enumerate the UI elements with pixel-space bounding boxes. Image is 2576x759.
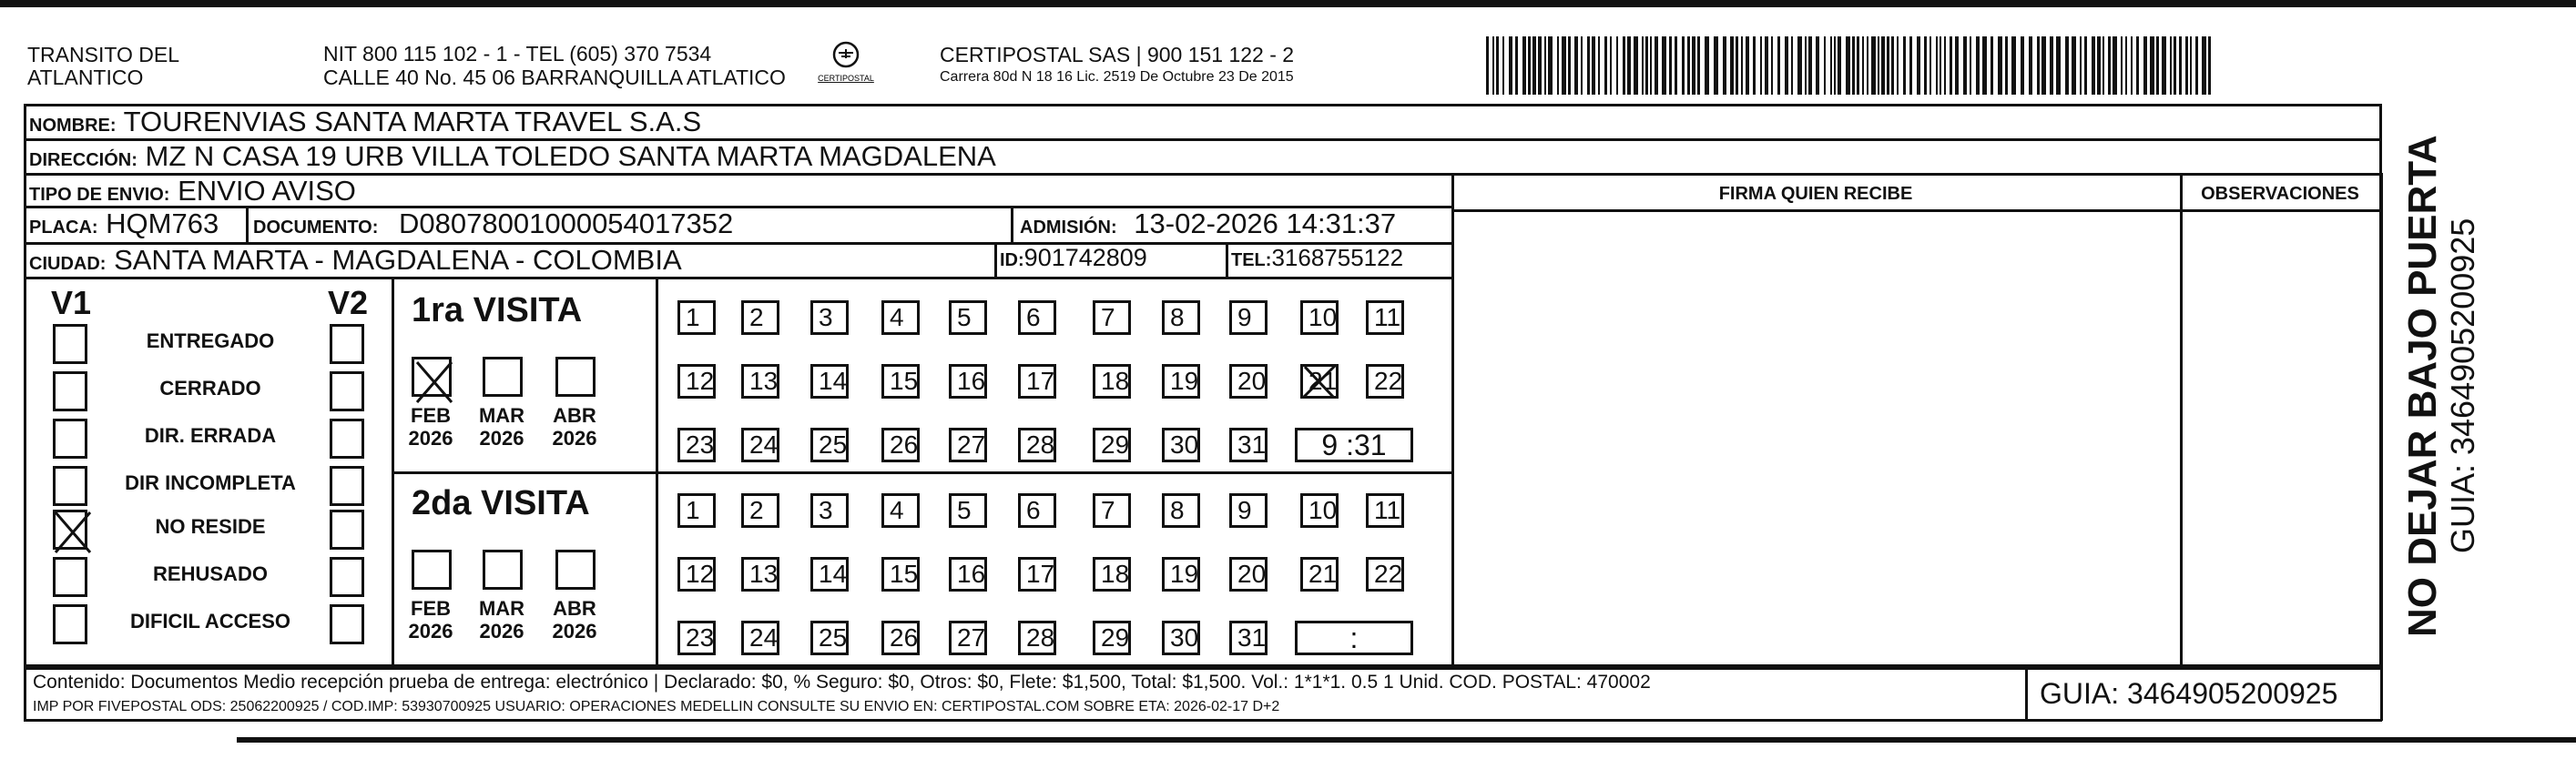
- certipostal-logo: [818, 38, 874, 89]
- day-box[interactable]: 17: [1018, 557, 1056, 592]
- month-checkbox[interactable]: [555, 357, 596, 397]
- side-guia: GUIA: 3464905200925: [2444, 218, 2481, 553]
- id-field: [1000, 244, 1147, 272]
- day-box[interactable]: 22: [1366, 364, 1404, 399]
- month-year: 2026: [408, 620, 453, 643]
- nombre-label: NOMBRE:: [29, 116, 117, 136]
- month-year: 2026: [408, 427, 453, 450]
- day-box[interactable]: 28: [1018, 621, 1056, 655]
- day-box[interactable]: 3: [810, 493, 849, 528]
- admision-label: ADMISIÓN:: [1020, 218, 1117, 238]
- v1-checkbox[interactable]: [53, 466, 87, 506]
- day-box[interactable]: 27: [949, 621, 987, 655]
- nit-line: NIT 800 115 102 - 1 - TEL (605) 370 7534: [323, 42, 712, 66]
- day-box[interactable]: 9: [1229, 300, 1268, 335]
- day-box[interactable]: 23: [677, 428, 716, 462]
- admision-field: [1020, 207, 1396, 240]
- v1-checkbox[interactable]: [53, 324, 87, 364]
- day-box[interactable]: 5: [949, 300, 987, 335]
- month-checkbox[interactable]: [412, 550, 452, 590]
- day-box[interactable]: 2: [741, 300, 779, 335]
- day-box[interactable]: 4: [881, 300, 920, 335]
- nombre-field: [29, 106, 701, 138]
- day-box[interactable]: 30: [1162, 621, 1200, 655]
- direccion-field: [29, 140, 996, 173]
- day-box[interactable]: 26: [881, 428, 920, 462]
- day-box[interactable]: 1: [677, 493, 716, 528]
- company-line-2: ATLANTICO: [27, 66, 144, 89]
- day-box[interactable]: 7: [1093, 493, 1131, 528]
- day-box[interactable]: 12: [677, 364, 716, 399]
- day-box[interactable]: 17: [1018, 364, 1056, 399]
- month-checkbox[interactable]: [483, 550, 523, 590]
- reason-label: DIFICIL ACCESO: [129, 610, 290, 632]
- tipo-envio-value: ENVIO AVISO: [178, 175, 356, 207]
- day-box[interactable]: 15: [881, 557, 920, 592]
- month-name: MAR: [478, 404, 525, 427]
- day-box[interactable]: 8: [1162, 300, 1200, 335]
- day-box[interactable]: 1: [677, 300, 716, 335]
- day-box[interactable]: 24: [741, 428, 779, 462]
- day-box[interactable]: 4: [881, 493, 920, 528]
- day-box[interactable]: 26: [881, 621, 920, 655]
- month-name: FEB: [411, 404, 451, 427]
- day-box[interactable]: 25: [810, 428, 849, 462]
- v2-checkbox[interactable]: [330, 419, 364, 459]
- v2-checkbox[interactable]: [330, 371, 364, 411]
- documento-label: DOCUMENTO:: [253, 218, 379, 238]
- v1-checkbox[interactable]: [53, 419, 87, 459]
- day-box[interactable]: 11: [1366, 300, 1404, 335]
- bottom-border: [237, 737, 2576, 743]
- month-checkbox[interactable]: [483, 357, 523, 397]
- month-year: 2026: [479, 620, 524, 643]
- v1-checkbox[interactable]: [53, 604, 87, 644]
- direccion-label: DIRECCIÓN:: [29, 150, 137, 170]
- time-box[interactable]: 9 :31: [1295, 428, 1413, 462]
- day-box[interactable]: 22: [1366, 557, 1404, 592]
- firma-label: FIRMA QUIEN RECIBE: [1718, 184, 1913, 204]
- v2-checkbox[interactable]: [330, 604, 364, 644]
- month-label: [543, 404, 606, 450]
- top-border: [0, 0, 2576, 7]
- tipo-envio-field: [29, 175, 356, 207]
- visit-1-title: 1ra VISITA: [412, 291, 583, 329]
- day-box[interactable]: 21: [1300, 557, 1339, 592]
- company-address: [323, 42, 786, 89]
- month-year: 2026: [552, 620, 597, 643]
- direccion-value: MZ N CASA 19 URB VILLA TOLEDO SANTA MARTA MAGDALENA: [145, 140, 996, 172]
- reason-label: DIR INCOMPLETA: [125, 471, 296, 494]
- svg-text:CERTIPOSTAL: CERTIPOSTAL: [818, 74, 874, 83]
- month-label: [470, 597, 534, 643]
- month-checkbox[interactable]: [412, 357, 452, 397]
- day-box[interactable]: 19: [1162, 557, 1200, 592]
- month-name: FEB: [411, 597, 451, 620]
- day-box[interactable]: 16: [949, 364, 987, 399]
- v2-checkbox[interactable]: [330, 324, 364, 364]
- v1-label: V1: [51, 284, 92, 321]
- day-box[interactable]: 6: [1018, 493, 1056, 528]
- placa-field: [29, 207, 219, 240]
- carrier-info: [940, 42, 1294, 87]
- day-box[interactable]: 21: [1300, 364, 1339, 399]
- v2-checkbox[interactable]: [330, 510, 364, 550]
- day-box[interactable]: 11: [1366, 493, 1404, 528]
- day-box[interactable]: 6: [1018, 300, 1056, 335]
- contenido-text: Contenido: Documentos Medio recepción prueba de entrega: electrónico | Declarado: $0, % Seguro: $0, Otros: $0, Flete: $1,500, Total: $1,500. Vol.: 1*1*1. 0.5 1 Unid. COD. POSTAL: 470002: [33, 672, 1651, 693]
- day-box[interactable]: 10: [1300, 493, 1339, 528]
- day-box[interactable]: 24: [741, 621, 779, 655]
- admision-value: 13-02-2026 14:31:37: [1134, 207, 1397, 239]
- tel-value: 3168755122: [1271, 244, 1404, 271]
- day-box[interactable]: 8: [1162, 493, 1200, 528]
- day-box[interactable]: 28: [1018, 428, 1056, 462]
- v2-label: V2: [328, 284, 369, 321]
- month-year: 2026: [479, 427, 524, 450]
- day-box[interactable]: 15: [881, 364, 920, 399]
- day-box[interactable]: 14: [810, 557, 849, 592]
- reason-label: DIR. ERRADA: [144, 424, 277, 447]
- ciudad-field: [29, 244, 682, 277]
- month-label: [399, 597, 463, 643]
- day-box[interactable]: 13: [741, 557, 779, 592]
- barcode: [1486, 36, 2213, 95]
- month-name: ABR: [553, 404, 596, 427]
- day-box[interactable]: 2: [741, 493, 779, 528]
- tel-label: TEL:: [1231, 250, 1272, 270]
- day-box[interactable]: 29: [1093, 621, 1131, 655]
- imp-text: IMP POR FIVEPOSTAL ODS: 25062200925 / COD.IMP: 53930700925 USUARIO: OPERACIONES MEDELLIN CONSULTE SU ENVIO EN: CERTIPOSTAL.COM SOBRE ETA: 2026-02-17 D+2: [33, 699, 1280, 714]
- id-value: 901742809: [1023, 244, 1147, 271]
- day-box[interactable]: 13: [741, 364, 779, 399]
- documento-field: [253, 207, 733, 240]
- documento-value: D080780010000540173​52: [399, 207, 734, 239]
- day-box[interactable]: 29: [1093, 428, 1131, 462]
- day-box[interactable]: 16: [949, 557, 987, 592]
- day-box[interactable]: 19: [1162, 364, 1200, 399]
- ciudad-label: CIUDAD:: [29, 254, 107, 274]
- v2-checkbox[interactable]: [330, 466, 364, 506]
- placa-label: PLACA:: [29, 218, 98, 238]
- day-box[interactable]: 14: [810, 364, 849, 399]
- carrier-line-1: CERTIPOSTAL SAS | 900 151 122 - 2: [940, 43, 1295, 66]
- day-box[interactable]: 9: [1229, 493, 1268, 528]
- day-box[interactable]: 20: [1229, 364, 1268, 399]
- placa-value: HQM763: [106, 207, 219, 239]
- month-checkbox[interactable]: [555, 550, 596, 590]
- day-box[interactable]: 18: [1093, 364, 1131, 399]
- time-box[interactable]: :: [1295, 621, 1413, 655]
- day-box[interactable]: 30: [1162, 428, 1200, 462]
- day-box[interactable]: 12: [677, 557, 716, 592]
- day-box[interactable]: 27: [949, 428, 987, 462]
- reason-label: NO RESIDE: [155, 515, 266, 538]
- day-box[interactable]: 20: [1229, 557, 1268, 592]
- carrier-line-2: Carrera 80d N 18 16 Lic. 2519 De Octubre 23 De 2015: [940, 69, 1294, 85]
- month-label: [470, 404, 534, 450]
- day-box[interactable]: 10: [1300, 300, 1339, 335]
- day-box[interactable]: 5: [949, 493, 987, 528]
- reason-label: ENTREGADO: [146, 329, 275, 352]
- nombre-value: TOURENVIAS SANTA MARTA TRAVEL S.A.S: [123, 106, 702, 137]
- address-line: CALLE 40 No. 45 06 BARRANQUILLA ATLATICO: [323, 66, 786, 89]
- day-box[interactable]: 31: [1229, 621, 1268, 655]
- day-box[interactable]: 23: [677, 621, 716, 655]
- day-box[interactable]: 31: [1229, 428, 1268, 462]
- footer-guia: GUIA: 3464905200925: [2040, 677, 2338, 710]
- company-line-1: TRANSITO DEL: [27, 43, 179, 66]
- month-name: MAR: [478, 597, 525, 620]
- observaciones-label: OBSERVACIONES: [2201, 184, 2359, 204]
- ciudad-value: SANTA MARTA - MAGDALENA - COLOMBIA: [114, 244, 682, 276]
- v1-checkbox[interactable]: [53, 510, 87, 550]
- tel-field: [1231, 244, 1403, 272]
- month-name: ABR: [553, 597, 596, 620]
- company-name: [27, 44, 179, 89]
- day-box[interactable]: 3: [810, 300, 849, 335]
- day-box[interactable]: 7: [1093, 300, 1131, 335]
- reason-label: CERRADO: [159, 377, 261, 400]
- v2-checkbox[interactable]: [330, 557, 364, 597]
- month-label: [543, 597, 606, 643]
- v1-checkbox[interactable]: [53, 557, 87, 597]
- month-label: [399, 404, 463, 450]
- visit-2-title: 2da VISITA: [412, 484, 590, 522]
- v1-checkbox[interactable]: [53, 371, 87, 411]
- day-box[interactable]: 18: [1093, 557, 1131, 592]
- month-year: 2026: [552, 427, 597, 450]
- side-warning: NO DEJAR BAJO PUERTA: [2400, 135, 2445, 637]
- reason-label: REHUSADO: [153, 562, 268, 585]
- tipo-envio-label: TIPO DE ENVIO:: [29, 185, 170, 205]
- id-label: ID:: [1000, 250, 1024, 270]
- day-box[interactable]: 25: [810, 621, 849, 655]
